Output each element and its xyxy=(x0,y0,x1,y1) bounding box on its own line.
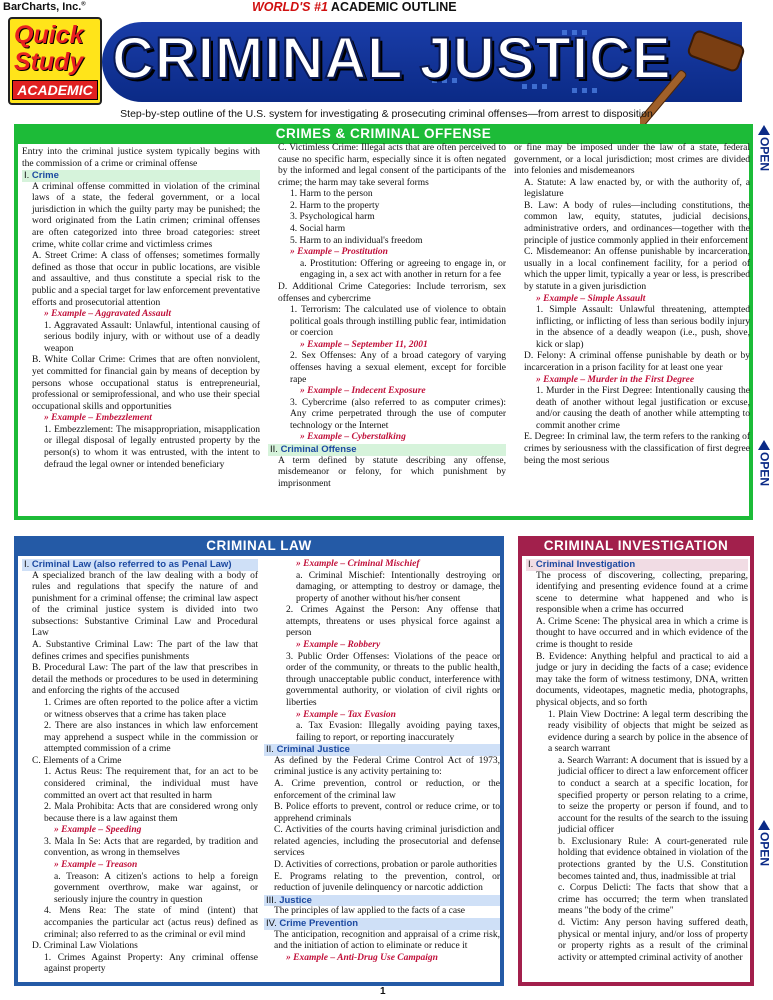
outline-text: 2. Harm to the property xyxy=(290,200,380,211)
outline-text: d. Victim: Any person having suffered death, physical or mental injury, and/or loss of property or property rights as a result of the criminal activity or attempted criminal activity of another xyxy=(558,917,748,963)
crimes-col-3 xyxy=(514,143,750,467)
example-line: » Example – Criminal Mischief xyxy=(296,559,420,569)
outline-text: 1. Murder in the First Degree: Intentionally causing the death of another without legal justification or excuse, and/or causing the death of another while attempting to commit another crime xyxy=(536,386,750,431)
page-title: CRIMINAL JUSTICE xyxy=(112,26,672,91)
outline-text: B. White Collar Crime: Crimes that are often nonviolent, yet committed for financial gain by means of deception by persons whose occupational status is entrepreneurial, professional or semiprofessional, and who use their special occupational skills and opportunities xyxy=(32,355,260,412)
arrow-up-icon xyxy=(758,820,770,830)
outline-text: 3. Psychological harm xyxy=(290,212,375,223)
criminal-law-heading: CRIMINAL LAW xyxy=(14,536,504,556)
outline-text: A. Crime Scene: The physical area in which a crime is thought to have occurred and in which evidence of the crime is thought to reside xyxy=(536,616,748,651)
outline-text: 3. Mala In Se: Acts that are regarded, by tradition and convention, as wrong in themselves xyxy=(44,836,258,859)
crimes-heading: CRIMES & CRIMINAL OFFENSE xyxy=(14,124,753,144)
outline-text: D. Felony: A criminal offense punishable by death or by incarceration in a prison facility for at least one year xyxy=(524,351,750,373)
section-heading: I. Crime xyxy=(22,170,260,182)
example-line: » Example – Embezzlement xyxy=(44,413,152,424)
outline-text: a. Criminal Mischief: Intentionally destroying or damaging, or attempting to destroy or damage, the property of another without his/her consent xyxy=(296,570,500,604)
criminal-law-panel xyxy=(14,536,504,986)
outline-text: 1. Plain View Doctrine: A legal term describing the ready visibility of objects that might be seized as evidence during a search by police in the absence of a search warrant xyxy=(548,709,748,755)
example-line: » Example – Simple Assault xyxy=(536,293,646,304)
tagline: WORLD'S #1 ACADEMIC OUTLINE xyxy=(252,0,457,14)
outline-text: 2. Mala Prohibita: Acts that are considered wrong only because there is a law against them xyxy=(44,802,258,824)
outline-text: The anticipation, recognition and appraisal of a crime risk, and the initiation of action to eliminate or reduce it xyxy=(274,929,500,952)
outline-text: 4. Mens Rea: The state of mind (intent) that accompanies the particular act (actus reus) defined as criminal; also referred to as the criminal or evil mind xyxy=(44,906,258,940)
example-line: » Example – Cyberstalking xyxy=(300,432,406,443)
example-line: » Example – Speeding xyxy=(54,825,142,836)
example-line: » Example – September 11, 2001 xyxy=(300,339,428,350)
outline-text: D. Additional Crime Categories: Include terrorism, sex offenses and cybercrime xyxy=(278,281,506,304)
outline-text: 2. Sex Offenses: Any of a broad category of varying offenses having a sexual element, except for forcible rape xyxy=(290,351,506,385)
open-tab-middle[interactable]: OPEN xyxy=(757,440,771,489)
section-heading: I. Criminal Investigation xyxy=(526,559,748,571)
section-heading: IV. Crime Prevention xyxy=(264,918,500,930)
outline-text: 1. Embezzlement: The misappropriation, misapplication or illegal disposal of legally entrusted property by the person(s) to whom it was entrusted, with the intent to defraud the legal owner or intended beneficiary xyxy=(44,424,260,470)
outline-text: B. Procedural Law: The part of the law that prescribes in detail the methods or procedures to be used in determining and enforcing the rights of the accused xyxy=(32,663,258,697)
outline-text: a. Treason: A citizen's actions to help a foreign government overthrow, make war against, or seriously injure the country in question xyxy=(54,871,258,905)
outline-text: The principles of law applied to the facts of a case xyxy=(274,906,465,917)
outline-text: C. Victimless Crime: Illegal acts that are often perceived to cause no specific harm, especially since it is often negated by the informed and legal consent of the participants of the crime; the harm may take several forms xyxy=(278,143,506,188)
section-heading: III. Justice xyxy=(264,895,500,907)
example-line: » Example – Aggravated Assault xyxy=(44,309,172,320)
outline-text: A criminal offense committed in violation of the criminal laws of a state, the federal government, or a local jurisdiction in which the guilty party may be punished; the word originated from the Latin crimen; criminal offenses are often categorized into three broad categories: street crime, white collar crime and victimless crimes xyxy=(32,181,260,250)
outline-text: 1. Aggravated Assault: Unlawful, intentional causing of serious bodily injury, with or without use of a deadly weapon xyxy=(44,320,260,354)
outline-text: or fine may be imposed under the law of a state, federal government, or a local jurisdiction; most crimes are divided into felonies and misdemeanors xyxy=(514,143,750,177)
outline-text: a. Search Warrant: A document that is issued by a judicial officer to direct a law enforcement officer to conduct a search at a specific location, for specified property or person relating to a crime, to seize the property or person if found, and to account for the results of the search to the issuing judicial officer xyxy=(558,755,748,836)
outline-text: 1. Crimes are often reported to the police after a victim or witness observes that a crime has taken place xyxy=(44,697,258,720)
outline-text: E. Programs relating to the prevention, control, or reduction of juvenile delinquency or narcotic addiction xyxy=(274,871,500,894)
outline-text: 4. Social harm xyxy=(290,224,346,235)
outline-text: As defined by the Federal Crime Control Act of 1973, criminal justice is any activity pertaining to: xyxy=(274,755,500,778)
crimes-col-2 xyxy=(268,143,506,490)
outline-text: D. Activities of corrections, probation or parole authorities xyxy=(274,860,497,871)
outline-text: A specialized branch of the law dealing with a body of rules and regulations that specify the nature of and punishment for a criminal offense; the criminal law aspect of the criminal justice system is divided into two subsections: Substantive Criminal Law and Procedural Law xyxy=(32,570,258,639)
outline-text: 1. Harm to the person xyxy=(290,189,373,200)
law-col-1 xyxy=(22,559,258,976)
arrow-up-icon xyxy=(758,440,770,450)
section-heading: II. Criminal Offense xyxy=(268,444,506,456)
criminal-investigation-panel xyxy=(518,536,754,986)
outline-text: C. Misdemeanor: An offense punishable by incarceration, usually in a local confinement facility, for a period of which the upper limit, typically a year or less, is prescribed by statute in a given jurisdiction xyxy=(524,247,750,292)
outline-text: 1. Crimes Against Property: Any criminal offense against property xyxy=(44,952,258,975)
subtitle: Step-by-step outline of the U.S. system for investigating & prosecuting criminal offenses—from arrest to disposition xyxy=(120,108,653,120)
outline-text: 3. Public Order Offenses: Violations of the peace or order of the community, or threats to the public health, through unacceptable public conduct, interference with governmental authority, or violation of civil rights or liberties xyxy=(286,651,500,708)
outline-text: b. Exclusionary Rule: A court-generated rule holding that evidence obtained in violation of the protections granted by the U.S. Constitution becomes tainted and, thus, inadmissible at trial xyxy=(558,836,748,882)
outline-text: A. Statute: A law enacted by, or with the authority of, a legislature xyxy=(524,177,750,200)
outline-text: The process of discovering, collecting, preparing, identifying and presenting evidence found at a crime scene to determine what happened and who is responsible when a crime has occurred xyxy=(536,570,748,616)
example-line: » Example – Murder in the First Degree xyxy=(536,374,695,385)
outline-text: a. Prostitution: Offering or agreeing to engage in, or engaging in, a sex act with another in return for a fee xyxy=(300,258,506,281)
quick-study-logo: Quick Study ACADEMIC xyxy=(8,17,102,105)
outline-text: D. Criminal Law Violations xyxy=(32,941,138,952)
criminal-investigation-heading: CRIMINAL INVESTIGATION xyxy=(518,536,754,556)
outline-text: A. Street Crime: A class of offenses; sometimes formally defined as those that occur in public locations, are visible and assaultive, and thus constitute a special risk to the public and a special target for law enforcement preventative efforts and prosecutorial attention xyxy=(32,251,260,308)
outline-text: B. Law: A body of rules—including constitutions, the common law, equity, statutes, judicial decisions, administrative orders, and ordinances—together with the principle of justice commonly applied in their enforcement xyxy=(524,200,750,246)
top-bar xyxy=(0,0,773,16)
investigation-col-1 xyxy=(526,559,748,964)
outline-text: A. Substantive Criminal Law: The part of the law that defines crimes and specifies punishments xyxy=(32,640,258,662)
outline-text: A. Crime prevention, control or reduction, or the enforcement of the criminal law xyxy=(274,778,500,801)
publisher-name: BarCharts, Inc.® xyxy=(3,1,86,13)
example-line: » Example – Robbery xyxy=(296,640,381,651)
law-col-2 xyxy=(264,559,500,964)
outline-text: 5. Harm to an individual's freedom xyxy=(290,235,423,246)
outline-text: B. Police efforts to prevent, control or reduce crime, or to apprehend criminals xyxy=(274,802,500,824)
crimes-panel xyxy=(14,124,753,520)
open-tab-bottom[interactable]: OPEN xyxy=(757,820,771,869)
outline-text: c. Corpus Delicti: The facts that show that a crime has occurred; the term when translated means "the body of the crime" xyxy=(558,883,748,917)
outline-text: E. Degree: In criminal law, the term refers to the ranking of crimes by seriousness with the classification of first degree being the most serious xyxy=(524,432,750,466)
outline-text: a. Tax Evasion: Illegally avoiding paying taxes, failing to report, or reporting inaccurately xyxy=(296,721,500,743)
outline-text: B. Evidence: Anything helpful and practical to aid a judge or jury in deciding the facts of a case; evidence may take the form of witness testimony, DNA, written documents, videotapes, magnetic media, photographs, physical objects, and so forth xyxy=(536,651,748,708)
example-line: » Example – Indecent Exposure xyxy=(300,386,426,397)
page-number: 1 xyxy=(380,986,386,997)
arrow-up-icon xyxy=(758,125,770,135)
outline-text: Entry into the criminal justice system typically begins with the commission of a crime or criminal offense xyxy=(22,147,260,169)
outline-text: A term defined by statute describing any offense, misdemeanor or felony, for which punishment by imprisonment xyxy=(278,455,506,489)
example-line: » Example – Anti-Drug Use Campaign xyxy=(286,952,438,963)
section-heading: I. Criminal Law (also referred to as Penal Law) xyxy=(22,559,258,571)
outline-text: 2. Crimes Against the Person: Any offense that attempts, threatens or uses physical force against a person xyxy=(286,605,500,639)
crimes-col-1 xyxy=(22,147,260,471)
example-line: » Example – Tax Evasion xyxy=(296,709,396,720)
outline-text: C. Elements of a Crime xyxy=(32,755,122,766)
outline-text: C. Activities of the courts having criminal jurisdiction and related agencies, including the prosecutorial and defense services xyxy=(274,825,500,859)
outline-text: 1. Actus Reus: The requirement that, for an act to be considered criminal, the individual must have committed an overt act that resulted in harm xyxy=(44,767,258,801)
open-tab-top[interactable]: OPEN xyxy=(757,125,771,174)
example-line: » Example – Prostitution xyxy=(290,247,388,258)
outline-text: 3. Cybercrime (also referred to as computer crimes): Any crime perpetrated through the use of computer technology or the Internet xyxy=(290,397,506,431)
example-line: » Example – Treason xyxy=(54,860,138,871)
outline-text: 2. There are also instances in which law enforcement may apprehend a suspect while in the commission or attempted commission of a crime xyxy=(44,721,258,755)
outline-text: 1. Terrorism: The calculated use of violence to obtain political goals through instilling public fear, intimidation or coercion xyxy=(290,305,506,339)
section-heading: II. Criminal Justice xyxy=(264,744,500,756)
outline-text: 1. Simple Assault: Unlawful threatening, attempted inflicting, or inflicting of less than serious bodily injury in the absence of a deadly weapon (i.e., push, shove, kick or slap) xyxy=(536,305,750,350)
